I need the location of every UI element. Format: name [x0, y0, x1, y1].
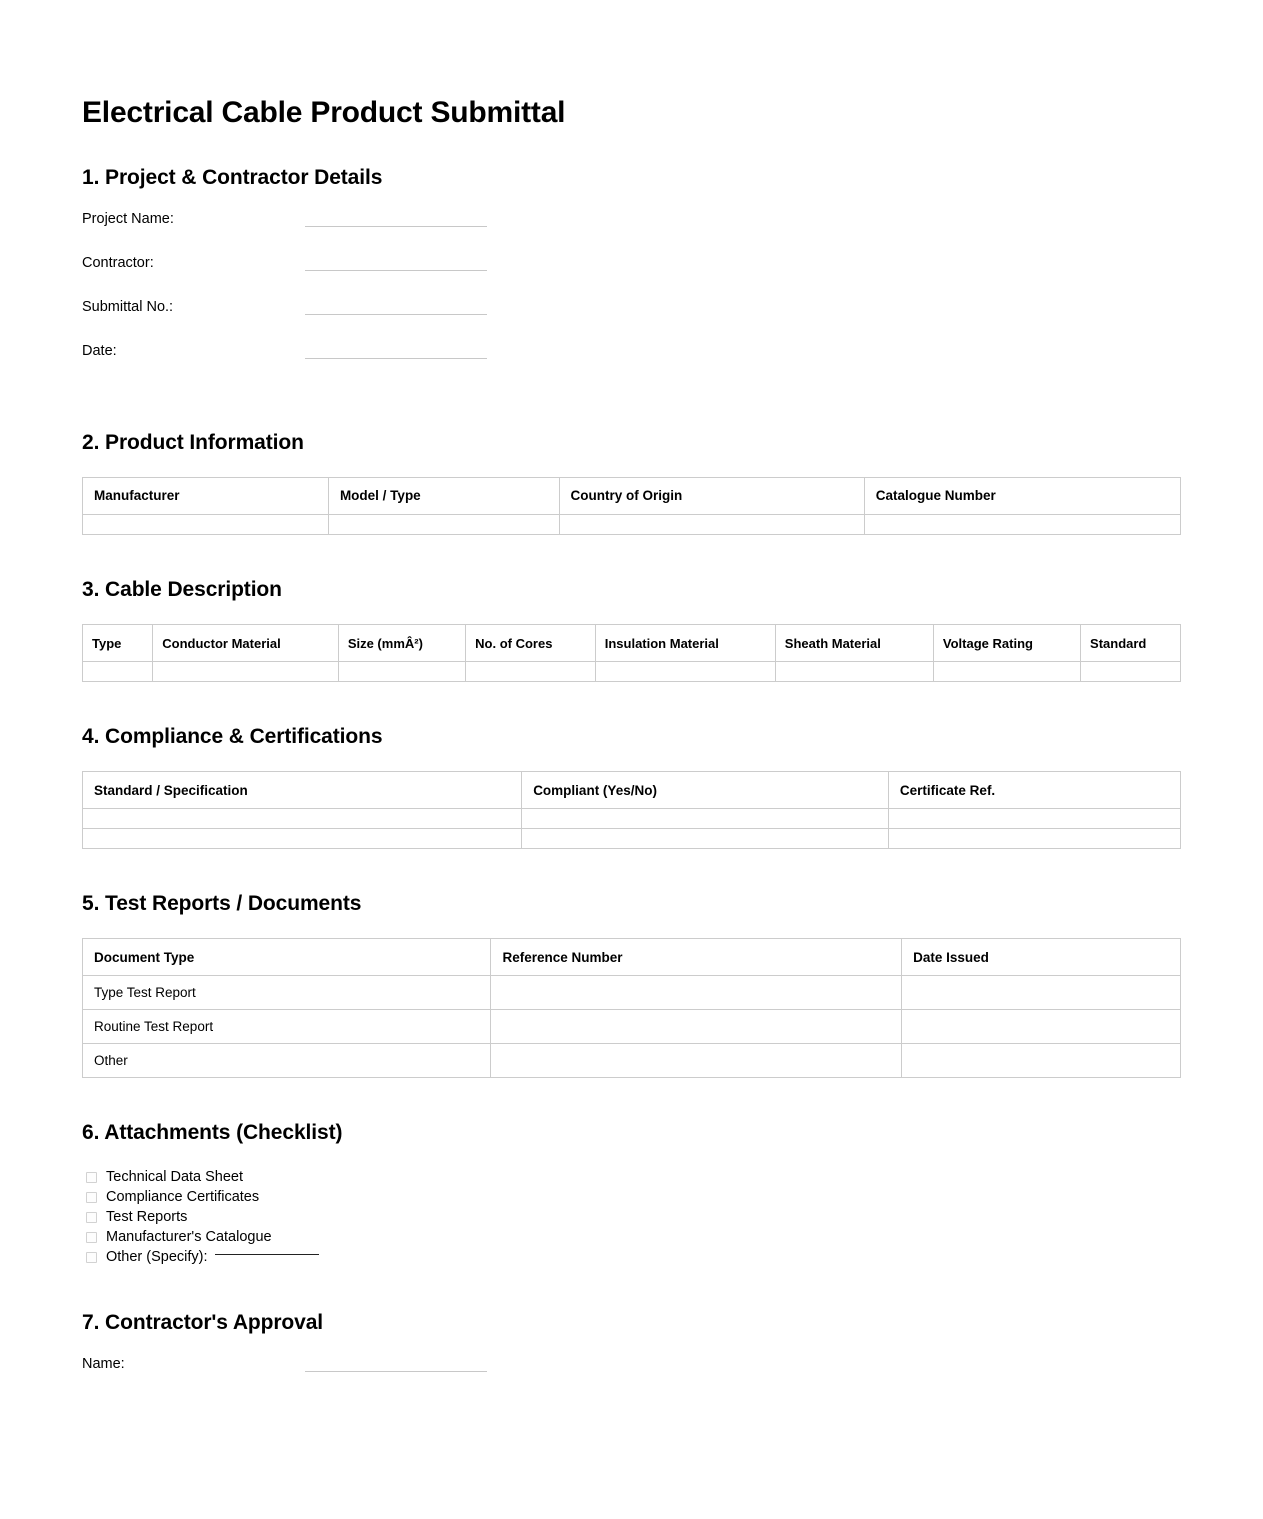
section-project-contractor-details — [82, 165, 1181, 388]
checkbox-icon[interactable] — [86, 1172, 97, 1183]
checklist-item-test-reports[interactable] — [82, 1208, 1181, 1228]
column-header-compliant: Compliant (Yes/No) — [522, 772, 889, 809]
table-header-row — [83, 625, 1181, 662]
column-header-size: Size (mmÂ²) — [338, 625, 465, 662]
cell-reference-number[interactable] — [491, 1044, 902, 1078]
table-compliance-certifications — [82, 771, 1181, 849]
section-test-reports-documents — [82, 891, 1181, 1078]
section-heading-approval: 7. Contractor's Approval — [82, 1310, 324, 1334]
table-product-information — [82, 477, 1181, 535]
table-cable-description — [82, 624, 1181, 682]
cell-no-of-cores[interactable] — [466, 662, 596, 682]
table-row — [83, 662, 1181, 682]
cell-reference-number[interactable] — [491, 1010, 902, 1044]
label-date: Date: — [82, 342, 117, 359]
column-header-standard: Standard — [1081, 625, 1181, 662]
checkbox-icon[interactable] — [86, 1192, 97, 1203]
cell-country-of-origin[interactable] — [559, 514, 864, 534]
section-heading-compliance: 4. Compliance & Certifications — [82, 725, 383, 749]
table-header-row — [83, 772, 1181, 809]
cell-size[interactable] — [338, 662, 465, 682]
cell-manufacturer[interactable] — [83, 514, 329, 534]
cell-compliant[interactable] — [522, 809, 889, 829]
cell-catalogue-number[interactable] — [864, 514, 1180, 534]
column-header-standard-specification: Standard / Specification — [83, 772, 522, 809]
checklist-item-manufacturers-catalogue[interactable] — [82, 1228, 1181, 1248]
checklist-item-label: Technical Data Sheet — [106, 1169, 244, 1186]
checkbox-icon[interactable] — [86, 1232, 97, 1243]
column-header-type: Type — [83, 625, 153, 662]
cell-date-issued[interactable] — [902, 1044, 1181, 1078]
table-row — [83, 1044, 1181, 1078]
section-product-information — [82, 430, 1181, 535]
column-header-voltage-rating: Voltage Rating — [933, 625, 1080, 662]
cell-sheath-material[interactable] — [775, 662, 933, 682]
table-row — [83, 829, 1181, 849]
column-header-insulation-material: Insulation Material — [595, 625, 775, 662]
table-row — [83, 976, 1181, 1010]
section-contractors-approval — [82, 1310, 1181, 1401]
table-header-row — [83, 939, 1181, 976]
section-attachments-checklist — [82, 1120, 1181, 1267]
table-header-row — [83, 477, 1181, 514]
field-row-submittal-no — [82, 300, 1181, 344]
cell-date-issued[interactable] — [902, 976, 1181, 1010]
cell-model-type[interactable] — [328, 514, 559, 534]
label-project-name: Project Name: — [82, 210, 174, 227]
table-row — [83, 809, 1181, 829]
page-title: Electrical Cable Product Submittal — [82, 96, 566, 129]
column-header-country-of-origin: Country of Origin — [559, 477, 864, 514]
input-submittal-no[interactable] — [305, 314, 487, 315]
cell-document-type: Other — [83, 1044, 491, 1078]
checklist-item-label: Manufacturer's Catalogue — [106, 1229, 272, 1246]
input-other-specify[interactable] — [215, 1254, 319, 1255]
checkbox-icon[interactable] — [86, 1212, 97, 1223]
section-heading-product: 2. Product Information — [82, 430, 304, 454]
cell-document-type: Routine Test Report — [83, 1010, 491, 1044]
cell-document-type: Type Test Report — [83, 976, 491, 1010]
cell-type[interactable] — [83, 662, 153, 682]
column-header-no-of-cores: No. of Cores — [466, 625, 596, 662]
input-contractor[interactable] — [305, 270, 487, 271]
checkbox-icon[interactable] — [86, 1252, 97, 1263]
cell-standard[interactable] — [1081, 662, 1181, 682]
label-contractor: Contractor: — [82, 254, 154, 271]
input-approval-name[interactable] — [305, 1371, 487, 1372]
input-date[interactable] — [305, 358, 487, 359]
field-row-approval-name — [82, 1357, 1181, 1401]
section-heading-cable: 3. Cable Description — [82, 577, 282, 601]
table-row — [83, 1010, 1181, 1044]
column-header-certificate-ref: Certificate Ref. — [888, 772, 1180, 809]
checklist-item-label: Test Reports — [106, 1209, 188, 1226]
column-header-catalogue-number: Catalogue Number — [864, 477, 1180, 514]
label-approval-name: Name: — [82, 1355, 125, 1372]
cell-compliant[interactable] — [522, 829, 889, 849]
column-header-document-type: Document Type — [83, 939, 491, 976]
label-submittal-no: Submittal No.: — [82, 298, 174, 315]
field-row-project-name — [82, 212, 1181, 256]
cell-reference-number[interactable] — [491, 976, 902, 1010]
attachments-checklist — [82, 1168, 1181, 1268]
checklist-item-technical-data-sheet[interactable] — [82, 1168, 1181, 1188]
checklist-item-label: Other (Specify): — [106, 1249, 208, 1266]
cell-voltage-rating[interactable] — [933, 662, 1080, 682]
cell-certificate-ref[interactable] — [888, 809, 1180, 829]
cell-certificate-ref[interactable] — [888, 829, 1180, 849]
field-row-date — [82, 344, 1181, 388]
cell-date-issued[interactable] — [902, 1010, 1181, 1044]
section-compliance-certifications — [82, 724, 1181, 849]
input-project-name[interactable] — [305, 226, 487, 227]
checklist-item-other[interactable] — [82, 1248, 1181, 1268]
column-header-conductor-material: Conductor Material — [153, 625, 339, 662]
section-cable-description — [82, 577, 1181, 682]
section-heading-project: 1. Project & Contractor Details — [82, 165, 383, 189]
cell-conductor-material[interactable] — [153, 662, 339, 682]
column-header-date-issued: Date Issued — [902, 939, 1181, 976]
table-test-reports — [82, 938, 1181, 1078]
cell-standard-specification[interactable] — [83, 809, 522, 829]
cell-insulation-material[interactable] — [595, 662, 775, 682]
column-header-model-type: Model / Type — [328, 477, 559, 514]
column-header-manufacturer: Manufacturer — [83, 477, 329, 514]
column-header-sheath-material: Sheath Material — [775, 625, 933, 662]
section-heading-test-reports: 5. Test Reports / Documents — [82, 892, 362, 916]
cell-standard-specification[interactable] — [83, 829, 522, 849]
checklist-item-label: Compliance Certificates — [106, 1189, 260, 1206]
table-row — [83, 514, 1181, 534]
section-heading-attachments: 6. Attachments (Checklist) — [82, 1121, 343, 1145]
field-row-contractor — [82, 256, 1181, 300]
checklist-item-compliance-certificates[interactable] — [82, 1188, 1181, 1208]
column-header-reference-number: Reference Number — [491, 939, 902, 976]
